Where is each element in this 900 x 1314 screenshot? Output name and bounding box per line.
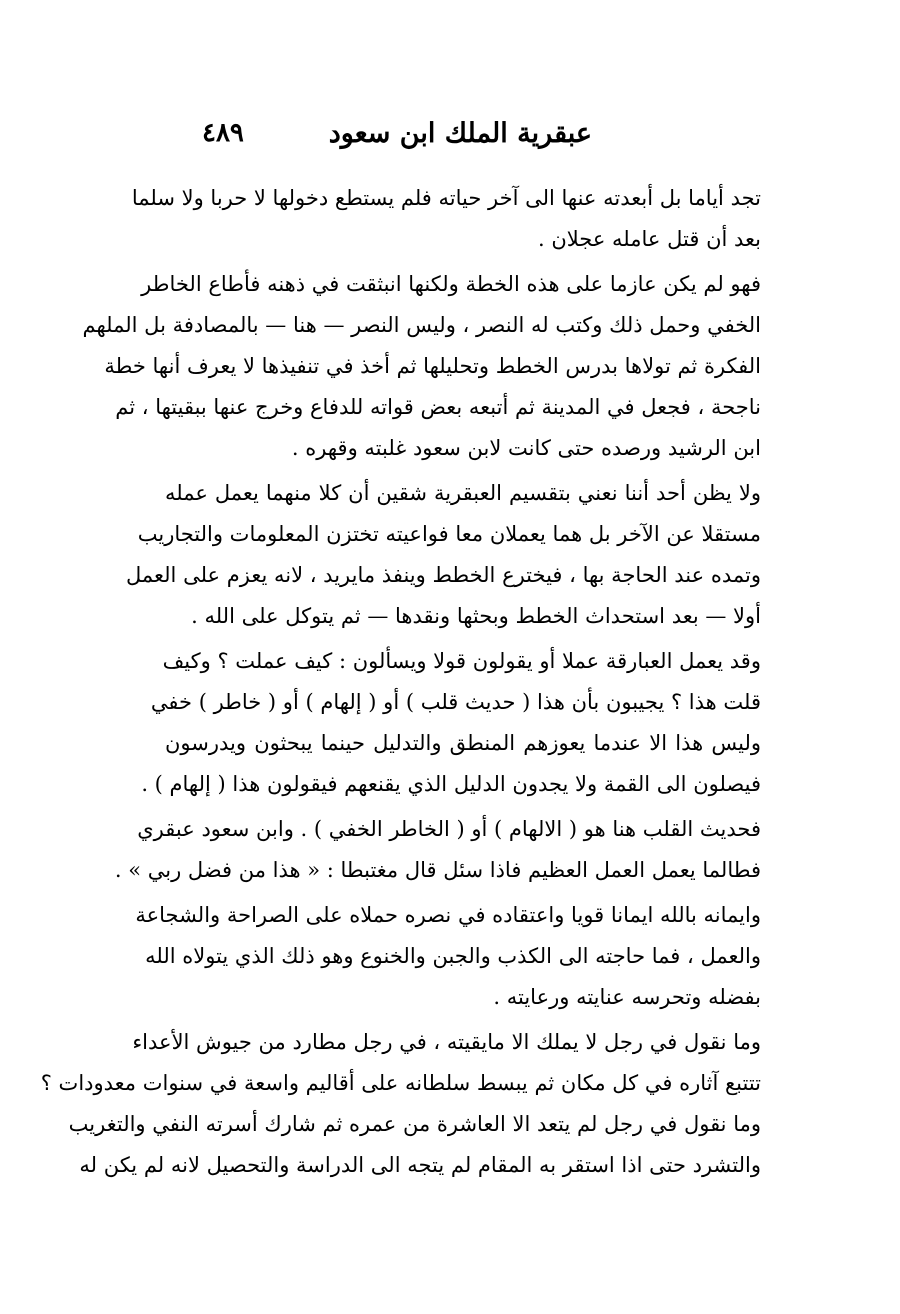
text-line: فيصلون الى القمة ولا يجدون الدليل الذي يقنعهم فيقولون هذا ( إلهام ) . (141, 772, 761, 796)
text-line: بفضله وتحرسه عنايته ورعايته . (493, 985, 761, 1009)
text-line: والتشرد حتى اذا استقر به المقام لم يتجه الى الدراسة والتحصيل لانه لم يكن له (79, 1153, 761, 1177)
text-line: الخفي وحمل ذلك وكتب له النصر ، وليس النصر — هنا — بالمصادفة بل الملهم (82, 313, 761, 337)
text-line: أولا — بعد استحداث الخطط وبحثها ونقدها — ثم يتوكل على الله . (191, 604, 761, 628)
text-line: وما نقول في رجل لا يملك الا مايقيته ، في رجل مطارد من جيوش الأعداء (132, 1030, 761, 1054)
page-header (0, 118, 900, 158)
text-line: قلت هذا ؟ يجيبون بأن هذا ( حديث قلب ) أو ( إلهام ) أو ( خاطر ) خفي (150, 690, 761, 714)
text-line: ابن الرشيد ورصده حتى كانت لابن سعود غلبته وقهره . (291, 436, 761, 460)
text-line: وتمده عند الحاجة بها ، فيخترع الخطط وينفذ مايريد ، لانه يعزم على العمل (125, 563, 761, 587)
running-title: عبقرية الملك ابن سعود (328, 118, 592, 149)
text-line: مستقلا عن الآخر بل هما يعملان معا فواعيته تختزن المعلومات والتجاريب (137, 522, 761, 546)
text-line: وليس هذا الا عندما يعوزهم المنطق والتدليل حينما يبحثون ويدرسون (165, 731, 761, 755)
paragraph (82, 264, 761, 469)
text-line: وما نقول في رجل لم يتعد الا العاشرة من عمره ثم شارك أسرته النفي والتغريب (68, 1112, 761, 1136)
page-number: ٤٨٩ (202, 118, 244, 148)
text-line: وقد يعمل العبارقة عملا أو يقولون قولا ويسألون : كيف عملت ؟ وكيف (162, 649, 761, 673)
text-line: بعد أن قتل عامله عجلان . (537, 227, 761, 251)
text-line: فهو لم يكن عازما على هذه الخطة ولكنها انبثقت في ذهنه فأطاع الخاطر (141, 272, 761, 296)
text-line: ناجحة ، فجعل في المدينة ثم أتبعه بعض قواته للدفاع وخرج عنها ببقيتها ، ثم (115, 395, 761, 419)
paragraph (135, 895, 761, 1018)
text-line: فحديث القلب هنا هو ( الالهام ) أو ( الخاطر الخفي ) . وابن سعود عبقري (137, 817, 761, 841)
text-line: ولا يظن أحد أننا نعني بتقسيم العبقرية شقين أن كلا منهما يعمل عمله (165, 481, 761, 505)
body-text (40, 178, 761, 1190)
paragraph (141, 641, 761, 805)
text-line: الفكرة ثم تولاها بدرس الخطط وتحليلها ثم أخذ في تنفيذها لا يعرف أنها خطة (104, 354, 761, 378)
text-line: تتتبع آثاره في كل مكان ثم يبسط سلطانه على أقاليم واسعة في سنوات معدودات ؟ (40, 1071, 761, 1095)
text-line: وايمانه بالله ايمانا قويا واعتقاده في نصره حملاه على الصراحة والشجاعة (135, 903, 761, 927)
text-line: فطالما يعمل العمل العظيم فاذا سئل قال مغتبطا : « هذا من فضل ربي » . (114, 858, 761, 882)
text-line: والعمل ، فما حاجته الى الكذب والجبن والخنوع وهو ذلك الذي يتولاه الله (145, 944, 761, 968)
paragraph (40, 1022, 761, 1186)
paragraph (125, 473, 761, 637)
text-line: تجد أياما بل أبعدته عنها الى آخر حياته فلم يستطع دخولها لا حربا ولا سلما (131, 186, 761, 210)
paragraph (131, 178, 761, 260)
paragraph (114, 809, 761, 891)
